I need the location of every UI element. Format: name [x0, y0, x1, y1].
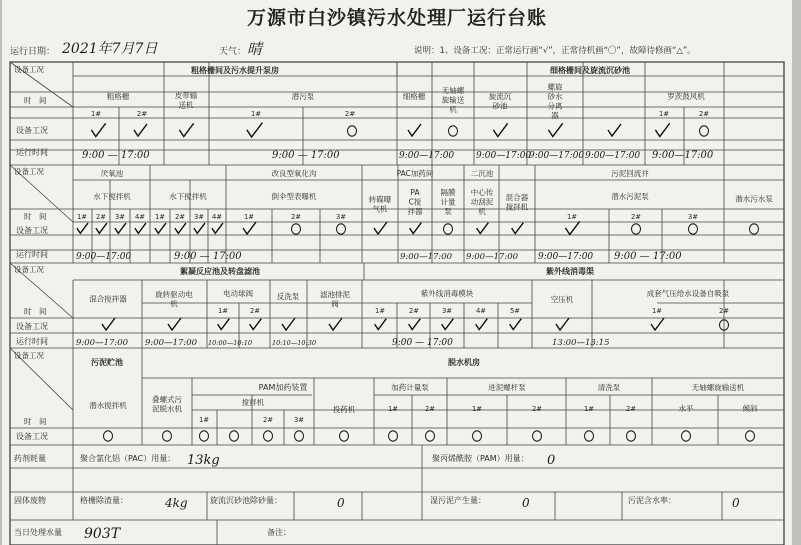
cell-label: 电动球阀: [223, 289, 253, 298]
check-mark: [329, 318, 342, 330]
cell-label: [548, 81, 563, 120]
cell-label: 潜水污泥泵: [611, 192, 649, 201]
cell-label: 2#: [95, 213, 107, 221]
cell-label: [155, 289, 193, 309]
standby-circle: [104, 431, 113, 441]
cell-label: 1#: [90, 110, 102, 118]
cell-label: 成套气压给水设备自吸泵: [646, 289, 730, 298]
cell-label: 运行时间: [16, 337, 48, 346]
cell-label: 2#: [718, 307, 730, 315]
standby-circle: [533, 431, 542, 441]
cell-label: 1#: [154, 213, 166, 221]
cell-label: 进泥螺杆泵: [488, 383, 526, 392]
cell-label: 污泥回流井: [611, 169, 649, 178]
check-mark: [155, 223, 166, 233]
cell-label: 9:00 — 17:00: [392, 338, 453, 348]
cell-label: 运行时间: [16, 250, 48, 259]
cell-label: 时 间: [24, 417, 47, 426]
cell-label-line: 动刮泥: [470, 197, 494, 207]
check-mark: [374, 222, 387, 234]
cell-label: 9:00—17:00: [652, 150, 714, 161]
cell-label: 5#: [509, 307, 521, 315]
check-mark: [608, 124, 621, 136]
standby-circle: [632, 224, 641, 234]
check-mark: [409, 319, 421, 330]
cell-label: 湿污泥产生量：: [430, 496, 486, 505]
standby-circle: [700, 126, 709, 136]
cell-label: [369, 194, 392, 214]
check-mark: [556, 318, 569, 330]
cell-label: 2#: [625, 405, 637, 413]
cell-label: 1#: [374, 307, 386, 315]
cell-label: 二沉池: [470, 169, 494, 178]
cell-label: 9:00—17:00: [466, 252, 519, 262]
cell-label: [441, 187, 456, 216]
check-mark: [175, 223, 186, 233]
cell-label: 0: [547, 453, 556, 468]
cell-label-line: 混合器: [505, 192, 529, 202]
cell-label: 9:00—17:00: [145, 338, 198, 348]
cell-label-line: C搅: [408, 197, 422, 207]
cell-label-line: 泵: [444, 207, 452, 217]
check-mark: [493, 123, 507, 136]
cell-label: 搅拌机: [241, 398, 265, 407]
check-mark: [77, 223, 88, 233]
check-mark: [408, 124, 421, 136]
cell-label: 2#: [262, 416, 274, 424]
cell-label: PAM加药装置: [258, 383, 308, 392]
date-value: 2021年7月7日: [62, 41, 158, 57]
cell-label: 设备工况: [14, 65, 44, 74]
cell-label: 时 间: [24, 96, 47, 105]
check-mark: [168, 318, 181, 330]
cell-label: 1#: [651, 307, 663, 315]
cell-label: 厌氧池: [100, 169, 124, 178]
cell-label: 固体废物: [14, 496, 46, 505]
cell-label: 脱水机房: [448, 358, 480, 367]
date-label: 运行日期：: [10, 47, 56, 57]
check-mark: [91, 123, 105, 136]
cell-label: 903T: [84, 526, 121, 542]
cell-label: 0: [732, 496, 740, 510]
cell-label: 13kg: [187, 453, 220, 468]
cell-label: 9:00—17:00: [76, 338, 129, 348]
cell-label: 9:00—17:00: [538, 252, 594, 262]
cell-label-line: 分离: [547, 101, 563, 111]
cell-label: 10:00—10:10: [208, 339, 252, 347]
cell-label: PAC加药间: [396, 169, 434, 178]
cell-label-line: 螺旋: [547, 82, 563, 92]
standby-circle: [449, 126, 458, 136]
standby-circle: [473, 431, 482, 441]
standby-circle: [444, 224, 453, 234]
cell-label: 9:00—17:00: [585, 151, 641, 161]
cell-label: 时 间: [24, 307, 47, 316]
cell-label-line: 泥脱水机: [152, 404, 182, 414]
cell-label: 污泥含水率：: [628, 496, 676, 505]
standby-circle: [689, 224, 698, 234]
cell-label: 水平: [678, 404, 694, 413]
check-mark: [194, 223, 205, 233]
cell-label: 无轴螺旋输送机: [691, 383, 745, 392]
check-mark: [655, 123, 669, 136]
cell-label: [175, 90, 198, 110]
cell-label-line: 砂池: [492, 101, 508, 111]
cell-label: 絮凝反应池及转盘滤池: [180, 267, 260, 276]
cell-label: 1#: [217, 307, 229, 315]
check-mark: [375, 319, 387, 330]
cell-label: 加药计量泵: [391, 383, 429, 392]
cell-label: 倒伞型表曝机: [271, 192, 317, 201]
weather-value: 晴: [247, 40, 263, 58]
cell-label: 2#: [174, 213, 186, 221]
cell-label: 当日处理水量: [14, 528, 62, 537]
cell-label: 3#: [335, 213, 347, 221]
standby-circle: [627, 431, 636, 441]
cell-label-line: 阀: [331, 299, 339, 309]
check-mark: [115, 223, 126, 233]
status-legend: 说明：1、设备工况：正常运行画“√”，正常待机画“〇”，故障待修画“△”。: [414, 46, 696, 56]
check-mark: [510, 319, 522, 330]
cell-label: 4#: [134, 213, 146, 221]
cell-label: 粗格栅: [106, 92, 130, 101]
standby-circle: [292, 224, 301, 234]
check-mark: [548, 123, 562, 136]
cell-label: 2#: [698, 110, 710, 118]
cell-label: 水下搅拌机: [93, 192, 131, 201]
weather-label: 天气：: [219, 47, 247, 57]
cell-label: 9:00 — 17:00: [174, 251, 242, 262]
cell-label: [489, 91, 512, 111]
cell-label: 9:00—17:00: [476, 151, 532, 161]
cell-label: 9:00—17:00: [76, 252, 132, 262]
cell-label: 3#: [114, 213, 126, 221]
cell-label: 13:00—13:15: [552, 338, 610, 348]
cell-label: 设备工况: [16, 432, 48, 441]
cell-label: 紫外线消毒渠: [546, 267, 594, 276]
check-mark: [410, 223, 422, 234]
cell-label: 2#: [249, 307, 261, 315]
cell-label: 反洗泵: [276, 292, 300, 301]
cell-label: 0: [522, 496, 530, 510]
cell-label: 格栅除渣量：: [80, 496, 128, 505]
standby-circle: [264, 431, 273, 441]
check-mark: [476, 319, 488, 330]
cell-label: 2#: [290, 213, 302, 221]
cell-label: [471, 187, 494, 216]
cell-label: 10:10—10:30: [272, 339, 316, 347]
cell-label-line: 混合搅拌器: [89, 294, 127, 304]
standby-circle: [750, 224, 759, 234]
standby-circle: [426, 431, 435, 441]
standby-circle: [389, 431, 398, 441]
page-title: 万源市白沙镇污水处理厂运行台账: [246, 7, 547, 29]
check-mark: [243, 222, 256, 234]
cell-label: 粗格栅间及污水提升泵房: [191, 66, 279, 75]
cell-label: 1#: [387, 405, 399, 413]
standby-circle: [163, 431, 172, 441]
cell-label-line: 器: [551, 110, 559, 120]
cell-label: 旋流沉砂池除砂量：: [210, 496, 282, 505]
cell-label: 罗茨鼓风机: [667, 92, 705, 101]
cell-label-line: 气机: [372, 204, 388, 214]
cell-label: 细格栅间及旋流沉砂池: [550, 66, 630, 75]
standby-circle: [348, 126, 357, 136]
cell-label: 细格栅: [402, 92, 426, 101]
cell-label: 3#: [293, 416, 305, 424]
cell-label-line: 旋输送: [441, 95, 465, 105]
cell-label: 1#: [471, 405, 483, 413]
standby-circle: [682, 431, 691, 441]
cell-label: 改良型氧化沟: [271, 169, 317, 178]
cell-label: 4#: [211, 213, 223, 221]
cell-label-line: 转碟曝: [368, 194, 392, 204]
cell-label-line: 叠螺式污: [152, 394, 182, 404]
cell-label: 备注：: [267, 528, 291, 537]
cell-label: 聚丙烯酰胺（PAM）用量：: [432, 454, 529, 463]
cell-label: 污泥贮池: [91, 358, 123, 367]
ledger-sheet: [2, 0, 792, 545]
cell-label: 3#: [193, 213, 205, 221]
cell-label-line: 潜水污水泵: [735, 194, 773, 204]
check-mark: [218, 319, 230, 330]
cell-label: 清洗泵: [597, 383, 621, 392]
check-mark: [134, 124, 147, 136]
check-mark: [135, 223, 146, 233]
check-mark: [212, 223, 223, 233]
cell-label-line: 滤池排泥: [320, 289, 350, 299]
cell-label-line: 无轴螺: [441, 86, 465, 96]
cell-label: 1#: [250, 110, 262, 118]
cell-label-line: 机: [478, 207, 486, 217]
cell-label: 2#: [531, 405, 543, 413]
cell-label: 3#: [441, 307, 453, 315]
standby-circle: [585, 431, 594, 441]
check-mark: [247, 123, 263, 137]
cell-label: 9:00 — 17:00: [272, 150, 340, 161]
cell-label: [152, 394, 182, 414]
cell-label: 紫外线消毒模块: [420, 289, 474, 298]
cell-label: 倾斜: [742, 404, 758, 413]
cell-label: 4#: [475, 307, 487, 315]
cell-label-line: 计量: [440, 197, 456, 207]
cell-label: 设备工况: [16, 322, 48, 331]
cell-label: 聚合氯化铝（PAC）用量：: [80, 454, 176, 463]
cell-label: [442, 85, 465, 114]
cell-label: 设备工况: [14, 265, 44, 274]
ledger-table: [2, 0, 792, 545]
cell-label-line: 旋流沉: [488, 91, 512, 101]
cell-label: 3#: [687, 213, 699, 221]
cell-label: 1#: [198, 416, 210, 424]
cell-label: 运行时间: [16, 148, 48, 157]
check-mark: [565, 221, 579, 234]
check-mark: [512, 223, 524, 234]
cell-label-line: 旋转驱动电: [155, 289, 193, 299]
cell-label: 2#: [424, 405, 436, 413]
cell-label-line: 机: [170, 299, 178, 309]
check-mark: [96, 223, 107, 233]
cell-label: 4kg: [165, 496, 188, 510]
cell-label: 1#: [76, 213, 88, 221]
cell-label-line: 砂水: [547, 91, 563, 101]
cell-label-line: PA: [410, 188, 420, 198]
cell-label-line: 隔膜: [440, 188, 456, 198]
cell-label: [320, 289, 350, 309]
check-mark: [179, 123, 193, 136]
cell-label-line: 拌器: [407, 207, 423, 217]
standby-circle: [337, 224, 346, 234]
cell-label-line: 送机: [178, 100, 194, 110]
check-mark: [651, 318, 664, 330]
cell-label-line: 机: [449, 105, 457, 115]
standby-circle: [295, 431, 304, 441]
cell-label: [89, 294, 127, 304]
check-mark: [477, 223, 489, 234]
cell-label: 0: [337, 496, 345, 510]
cell-label: 1#: [566, 213, 578, 221]
cell-label: 水下搅拌机: [169, 192, 207, 201]
cell-label: [735, 194, 773, 204]
check-mark: [250, 319, 262, 330]
cell-label: 投药机: [332, 405, 356, 414]
standby-circle: [200, 431, 209, 441]
cell-label: 设备工况: [14, 351, 44, 360]
cell-label: 空压机: [550, 295, 574, 304]
cell-label: 药剂耗量: [14, 454, 46, 463]
check-mark: [102, 318, 115, 330]
cell-label-line: 搅拌机: [505, 202, 529, 212]
cell-label: 1#: [658, 110, 670, 118]
cell-label: 1#: [243, 213, 255, 221]
cell-label: 时 间: [24, 212, 47, 221]
standby-circle: [746, 431, 755, 441]
cell-label: 9:00 — 17:00: [614, 251, 682, 262]
cell-label: 9:00—17:00: [529, 151, 585, 161]
cell-label: 设备工况: [14, 167, 44, 176]
cell-label: 9:00—17:00: [399, 151, 455, 161]
standby-circle: [230, 431, 239, 441]
cell-label: 设备工况: [16, 226, 48, 235]
cell-label: 潜污泵: [291, 92, 315, 101]
cell-label: 2#: [630, 213, 642, 221]
cell-label: 2#: [136, 110, 148, 118]
cell-label: 潜水搅拌机: [89, 401, 127, 410]
check-mark: [442, 319, 454, 330]
cell-label: 2#: [344, 110, 356, 118]
check-mark: [282, 318, 295, 330]
cell-label-line: 中心传: [470, 188, 494, 198]
cell-label: [506, 192, 529, 212]
cell-label-line: 皮带输: [174, 90, 198, 100]
cell-label: 2#: [408, 307, 420, 315]
standby-circle: [340, 431, 349, 441]
cell-label: [408, 188, 423, 216]
cell-label: 9:00—17:00: [400, 252, 453, 262]
cell-label: 1#: [583, 405, 595, 413]
cell-label: 9:00 — 17:00: [82, 150, 150, 161]
cell-label: 设备工况: [16, 126, 48, 135]
